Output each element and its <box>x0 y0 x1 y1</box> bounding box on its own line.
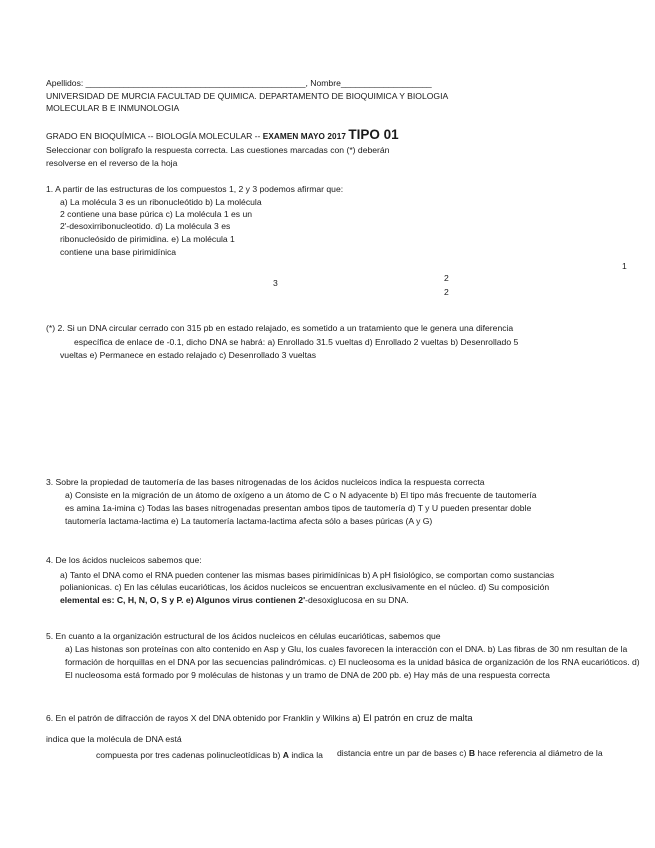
q1-option-line: contiene una base pirimidínica <box>60 247 177 257</box>
exam-header <box>46 129 399 143</box>
q5-option-line: a) Las histonas son proteínas con alto contenido en Asp y Glu, los cuales favorecen la interacción con el DNA. b) Las fibras de 30 nm resultan de la <box>65 644 628 654</box>
institution-line-2: MOLECULAR B E INMUNOLOGIA <box>46 103 180 113</box>
q1-stem: 1. A partir de las estructuras de los compuestos 1, 2 y 3 podemos afirmar que: <box>46 184 344 194</box>
institution-line-1: UNIVERSIDAD DE MURCIA FACULTAD DE QUIMICA. DEPARTAMENTO DE BIOQUIMICA Y BIOLOGIA <box>46 91 449 101</box>
q1-option-line: 2 contiene una base púrica c) La molécula 1 es un <box>60 209 253 219</box>
q3-option-line: tautomería lactama-lactima e) La tautomería lactama-lactima afecta sólo a bases púricas (A y G) <box>65 516 433 526</box>
q4-option-line: polianionicas. c) En las células eucarióticas, los ácidos nucleicos se encuentran exclusivamente en el núcleo. d) Su composición <box>60 582 550 592</box>
figure-label-2: 2 <box>444 273 449 283</box>
q6-stem <box>46 712 473 724</box>
q6-line-2: indica que la molécula de DNA está <box>46 734 182 744</box>
q6-bold-letter: A <box>282 750 289 760</box>
q4-option-line <box>60 594 409 606</box>
q6-bold-letter: B <box>468 748 476 758</box>
q4-bold-segment: elemental es: C, H, N, O, S y P. e) Algunos virus contienen 2' <box>60 595 306 605</box>
q2-options-line: específica de enlace de -0.1, dicho DNA se habrá: a) Enrollado 31.5 vueltas d) Enrollado 2 vueltas b) Desenrollado 5 <box>74 337 519 347</box>
q5-stem: 5. En cuanto a la organización estructural de los ácidos nucleicos en células eucarióticas, sabemos que <box>46 631 441 641</box>
q6-stem-text: 6. En el patrón de difracción de rayos X del DNA obtenido por Franklin y Wilkins <box>46 713 350 723</box>
q1-option-line: ribonucleósido de pirimidina. e) La molécula 1 <box>60 234 235 244</box>
q4-rest-segment: -desoxiglucosa en su DNA. <box>305 595 409 605</box>
q6-option-a: a) El patrón en cruz de malta <box>352 712 473 723</box>
instructions-line-1: Seleccionar con bolígrafo la respuesta correcta. Las cuestiones marcadas con (*) deberán <box>46 145 390 155</box>
q3-option-line: a) Consiste en la migración de un átomo de oxígeno a un átomo de C o N adyacente b) El tipo más frecuente de tautomería <box>65 490 537 500</box>
q6-text: indica la <box>289 750 323 760</box>
q6-line-3a <box>96 749 323 761</box>
q5-option-line: formación de horquillas en el DNA por las secuencias palindrómicas. c) El nucleosoma es la unidad básica de organización de los RNA eucarióticos. d) <box>65 657 640 667</box>
q2-stem: (*) 2. Si un DNA circular cerrado con 315 pb en estado relajado, es sometido a un tratamiento que le genera una diferencia <box>46 323 514 333</box>
figure-label-3: 3 <box>273 278 278 288</box>
q4-stem: 4. De los ácidos nucleicos sabemos que: <box>46 555 202 565</box>
q2-options-line: vueltas e) Permanece en estado relajado c) Desenrollado 3 vueltas <box>60 350 317 360</box>
exam-type: TIPO 01 <box>348 127 399 142</box>
q6-text: distancia entre un par de bases c) <box>337 748 469 758</box>
q5-option-line: El nucleosoma está formado por 9 moléculas de histonas y un tramo de DNA de 200 pb. e) Hay más de una respuesta correcta <box>65 670 550 680</box>
q4-option-line: a) Tanto el DNA como el RNA pueden contener las mismas bases pirimidínicas b) A pH fisiológico, se comportan como sustancias <box>60 570 555 580</box>
q1-option-line: 2'-desoxirribonucleotido. d) La molécula 3 es <box>60 221 231 231</box>
name-field-line[interactable]: Apellidos: ______________________________________________, Nombre___________________ <box>46 78 432 88</box>
instructions-line-2: resolverse en el reverso de la hoja <box>46 158 178 168</box>
q6-line-3b <box>337 747 603 759</box>
figure-label-2: 2 <box>444 287 449 297</box>
q3-option-line: es amina 1a-imina c) Todas las bases nitrogenadas presentan ambos tipos de tautomería d) T y U pueden presentar doble <box>65 503 532 513</box>
q6-text: compuesta por tres cadenas polinucleotídicas b) <box>96 750 283 760</box>
figure-label-1: 1 <box>622 261 627 271</box>
exam-title: EXAMEN MAYO 2017 <box>262 132 346 141</box>
q3-stem: 3. Sobre la propiedad de tautomería de las bases nitrogenadas de los ácidos nucleicos indica la respuesta correcta <box>46 477 485 487</box>
course-name: GRADO EN BIOQUÍMICA -- BIOLOGÍA MOLECULAR -- <box>46 131 263 141</box>
q1-option-line: a) La molécula 3 es un ribonucleótido b) La molécula <box>60 197 262 207</box>
q6-text: hace referencia al diámetro de la <box>475 748 603 758</box>
